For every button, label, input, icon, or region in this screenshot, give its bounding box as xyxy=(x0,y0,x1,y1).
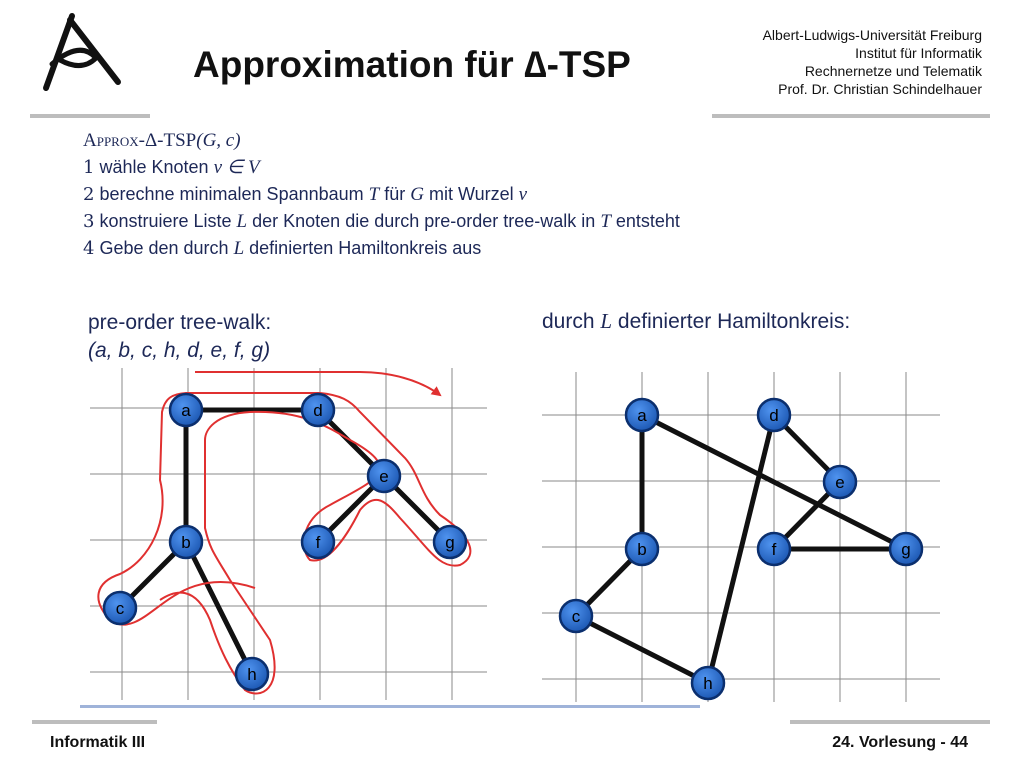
step-text: Gebe den durch xyxy=(99,238,234,258)
algorithm-name: Approx-Δ-TSP xyxy=(83,130,197,151)
node-label: g xyxy=(901,540,911,559)
node-label: d xyxy=(313,401,323,420)
node-d xyxy=(758,399,790,431)
node-label: f xyxy=(771,540,777,559)
step-math: T xyxy=(600,211,611,232)
footer-lecture: 24. Vorlesung - 44 xyxy=(832,734,968,751)
node-label: e xyxy=(379,467,389,486)
node-label: c xyxy=(115,599,125,618)
algorithm-args: (G, c) xyxy=(196,130,241,151)
node-label: f xyxy=(315,533,321,552)
footer-course: Informatik III xyxy=(50,734,146,751)
node-label: g xyxy=(445,533,455,552)
step-text: wähle Knoten xyxy=(99,157,214,177)
bottom-accent-line xyxy=(80,705,700,708)
step-number: 4 xyxy=(83,238,95,259)
node-label: h xyxy=(703,674,713,693)
node-label: e xyxy=(835,473,845,492)
node-c xyxy=(560,600,592,632)
node-label: a xyxy=(181,401,191,420)
footer-rule-left xyxy=(32,720,157,724)
node-f xyxy=(758,533,790,565)
step-number: 2 xyxy=(83,184,95,205)
step-math: T xyxy=(368,184,380,205)
step-text: definierten Hamiltonkreis aus xyxy=(244,238,482,258)
step-math: v xyxy=(518,184,528,205)
node-label: b xyxy=(181,533,191,552)
heading-text: definierter Hamiltonkreis: xyxy=(612,310,851,333)
step-text: für xyxy=(379,184,411,204)
node-label: d xyxy=(769,406,779,425)
step-math: v ∈ V xyxy=(213,157,260,178)
tree-walk-sequence: (a, b, c, h, d, e, f, g) xyxy=(88,339,271,362)
node-h xyxy=(692,667,724,699)
node-label: c xyxy=(571,607,581,626)
step-text: konstruiere Liste xyxy=(99,211,237,231)
node-label: h xyxy=(247,665,257,684)
step-number: 3 xyxy=(83,211,95,232)
heading-var: L xyxy=(600,309,613,333)
tree-walk-label: pre-order tree-walk: xyxy=(88,311,272,334)
institution-line: Prof. Dr. Christian Schindelhauer xyxy=(778,81,982,97)
step-math: L xyxy=(233,238,245,259)
node-a xyxy=(626,399,658,431)
step-math: L xyxy=(236,211,248,232)
institution-line: Institut für Informatik xyxy=(855,45,982,61)
page-title: Approximation für ∆-TSP xyxy=(193,44,631,85)
step-math: G xyxy=(410,184,424,205)
institution-line: Albert-Ludwigs-Universität Freiburg xyxy=(762,27,982,43)
institution-line: Rechnernetze und Telematik xyxy=(804,63,982,79)
node-b xyxy=(626,533,658,565)
heading-text: durch xyxy=(542,310,601,333)
step-text: der Knoten die durch pre-order tree-walk in xyxy=(247,211,601,231)
step-text: entsteht xyxy=(610,211,680,231)
node-label: a xyxy=(637,406,647,425)
node-e xyxy=(824,466,856,498)
node-g xyxy=(890,533,922,565)
step-number: 1 xyxy=(83,157,95,178)
node-label: b xyxy=(637,540,647,559)
step-text: mit Wurzel xyxy=(423,184,519,204)
footer-rule-right xyxy=(790,720,990,724)
step-text: berechne minimalen Spannbaum xyxy=(99,184,369,204)
